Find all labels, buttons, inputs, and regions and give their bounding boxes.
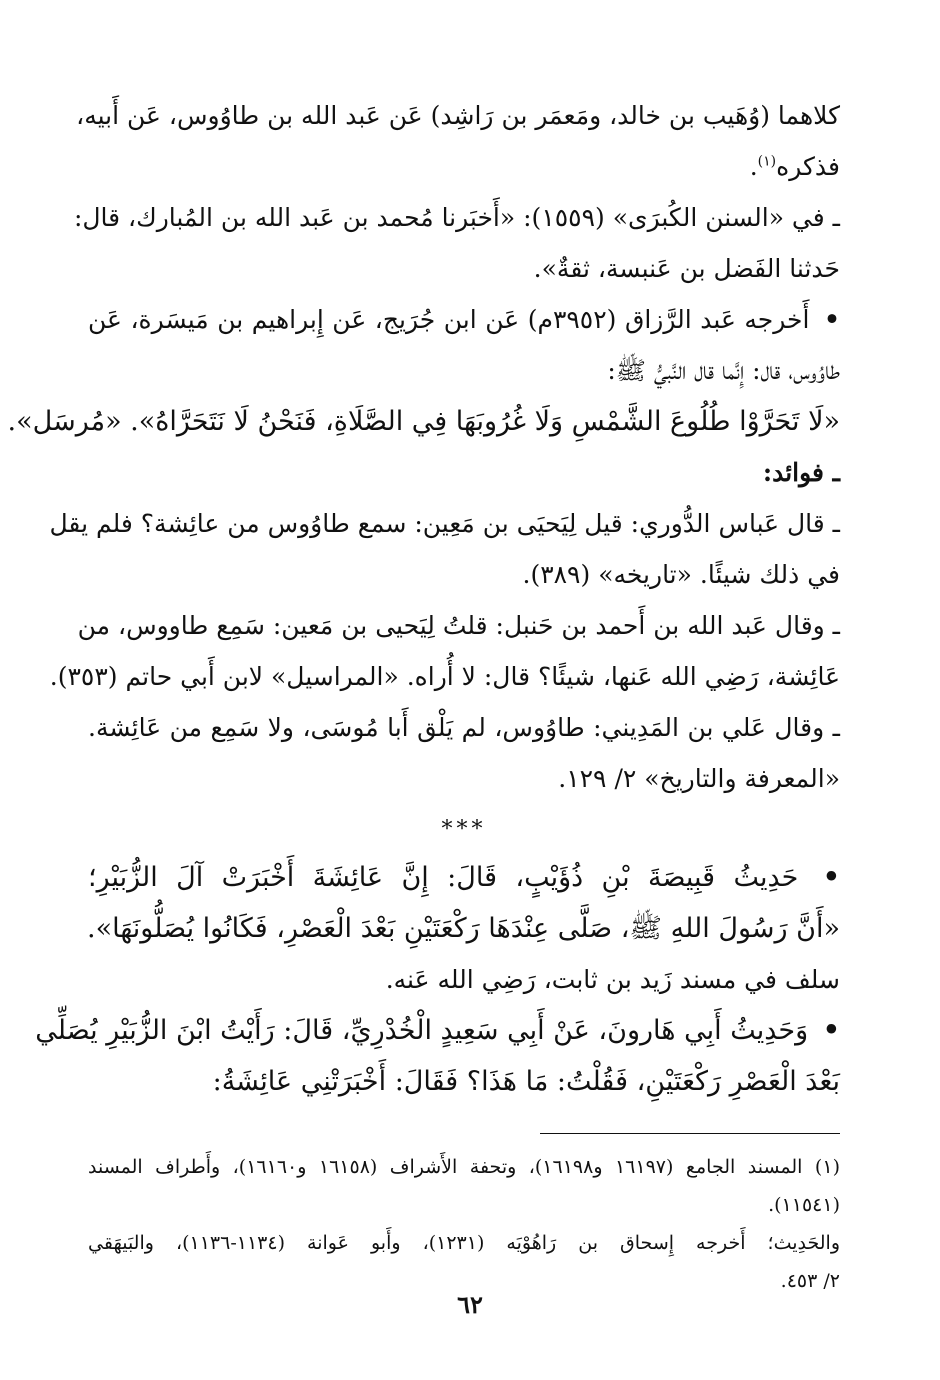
bullet-icon: • [822, 862, 840, 893]
footnote-line: (١) المسند الجامع (١٦١٩٧ و١٦١٩٨)، وتحفة الأَشراف (١٦١٥٨ و١٦١٦٠)، وأَطراف المسند [88, 1156, 840, 1178]
text-line: في ذلك شيئًا. «تاريخه» (٣٨٩). [522, 560, 840, 589]
section-heading: ـ فوائد: [762, 458, 840, 487]
footnote-line: ٢/ ٤٥٣. [780, 1270, 840, 1292]
section-separator: *** [441, 817, 487, 842]
text-line: عَائِشة، رَضِي الله عَنها، شيئًا؟ قال: لا أُراه. «المراسيل» لابن أَبي حاتم (٣٥٣). [49, 662, 840, 691]
text-line: حَدثنا الفَضل بن عَنبسة، ثقةٌ». [533, 254, 840, 283]
text-line: بَعْدَ الْعَصْرِ رَكْعَتَيْنِ، فَقُلْتُ: مَا هَذَا؟ فَقَالَ: أَخْبَرَتْنِي عَائِشَةُ: [212, 1066, 840, 1097]
text-line: سلف في مسند زَيد بن ثابت، رَضِي الله عَنه. [385, 965, 840, 994]
bullet-icon: • [824, 305, 840, 334]
text-span: أَخرجه عَبد الرَّزاق (٣٩٥٢م) عَن ابن جُرَيج، عَن إِبراهيم بن مَيسَرة، عَن [88, 305, 810, 334]
text-line [35, 1005, 840, 1056]
footnote-line: (١١٥٤١). [768, 1194, 840, 1216]
text-line: ـ وقال عَبد الله بن أَحمد بن حَنبل: قلتُ لِيَحيى بن مَعين: سَمِع طاووس، من [77, 611, 840, 640]
text-span: . [749, 152, 758, 181]
footnote-marker: (١) [757, 153, 777, 170]
text-line: طاوُوس، قال: إِنَّما قال النَّبيُّ ﷺ: [607, 356, 840, 385]
bullet-icon: • [822, 1015, 840, 1046]
text-line [88, 852, 840, 903]
text-span: وَحَدِيثُ أَبِي هَارونَ، عَنْ أَبِي سَعِيدٍ الْخُدْرِيِّ، قَالَ: رَأَيْتُ ابْنَ الزُّبَيْرِ يُصَلِّي [35, 1015, 809, 1046]
hadith-quote: «أَنَّ رَسُولَ اللهِ ﷺ، صَلَّى عِنْدَهَا رَكْعَتَيْنِ بَعْدَ الْعَصْرِ، فَكَانُوا يُصَلُّونَهَا». [86, 913, 840, 944]
text-line [88, 141, 840, 192]
text-span: فذكره [776, 152, 840, 181]
page-number: ٦٢ [457, 1290, 483, 1319]
text-line [88, 294, 840, 345]
text-span: حَدِيثُ قَبِيصَةَ بْنِ ذُؤَيْبٍ، قَالَ: إِنَّ عَائِشَةَ أَخْبَرَتْ آلَ الزُّبَيْرِ؛ [88, 862, 799, 893]
footnote-line: والحَدِيث؛ أَخرجه إِسحاق بن رَاهُوْيَه (١٢٣١)، وأَبو عَوانة (١١٣٤-١١٣٦)، والبَيهَقي [88, 1232, 841, 1254]
text-line: ـ وقال عَلي بن المَدِيني: طاوُوس، لم يَلْق أَبا مُوسَى، ولا سَمِع من عَائِشة. [88, 713, 840, 742]
footnote-divider [540, 1133, 840, 1134]
hadith-quote: «لَا تَحَرَّوْا طُلُوعَ الشَّمْسِ وَلَا غُرُوبَهَا فِي الصَّلَاةِ، فَنَحْنُ لَا نَتَحَرَّاهُ». «مُرسَل». [7, 406, 840, 437]
text-line: ـ قال عَباس الدُّوري: قيل لِيَحيَى بن مَعِين: سمع طاوُوس من عائِشة؟ فلم يقل [49, 509, 840, 538]
text-line: «المعرفة والتاريخ» ٢/ ١٢٩. [558, 764, 840, 793]
text-line: كلاهما (وُهَيب بن خالد، ومَعمَر بن رَاشِد) عَن عَبد الله بن طاوُوس، عَن أَبيه، [76, 101, 840, 130]
text-line: ـ في «السنن الكُبرَى» (١٥٥٩): «أَخبَرنا مُحمد بن عَبد الله بن المُبارك، قال: [73, 203, 840, 232]
